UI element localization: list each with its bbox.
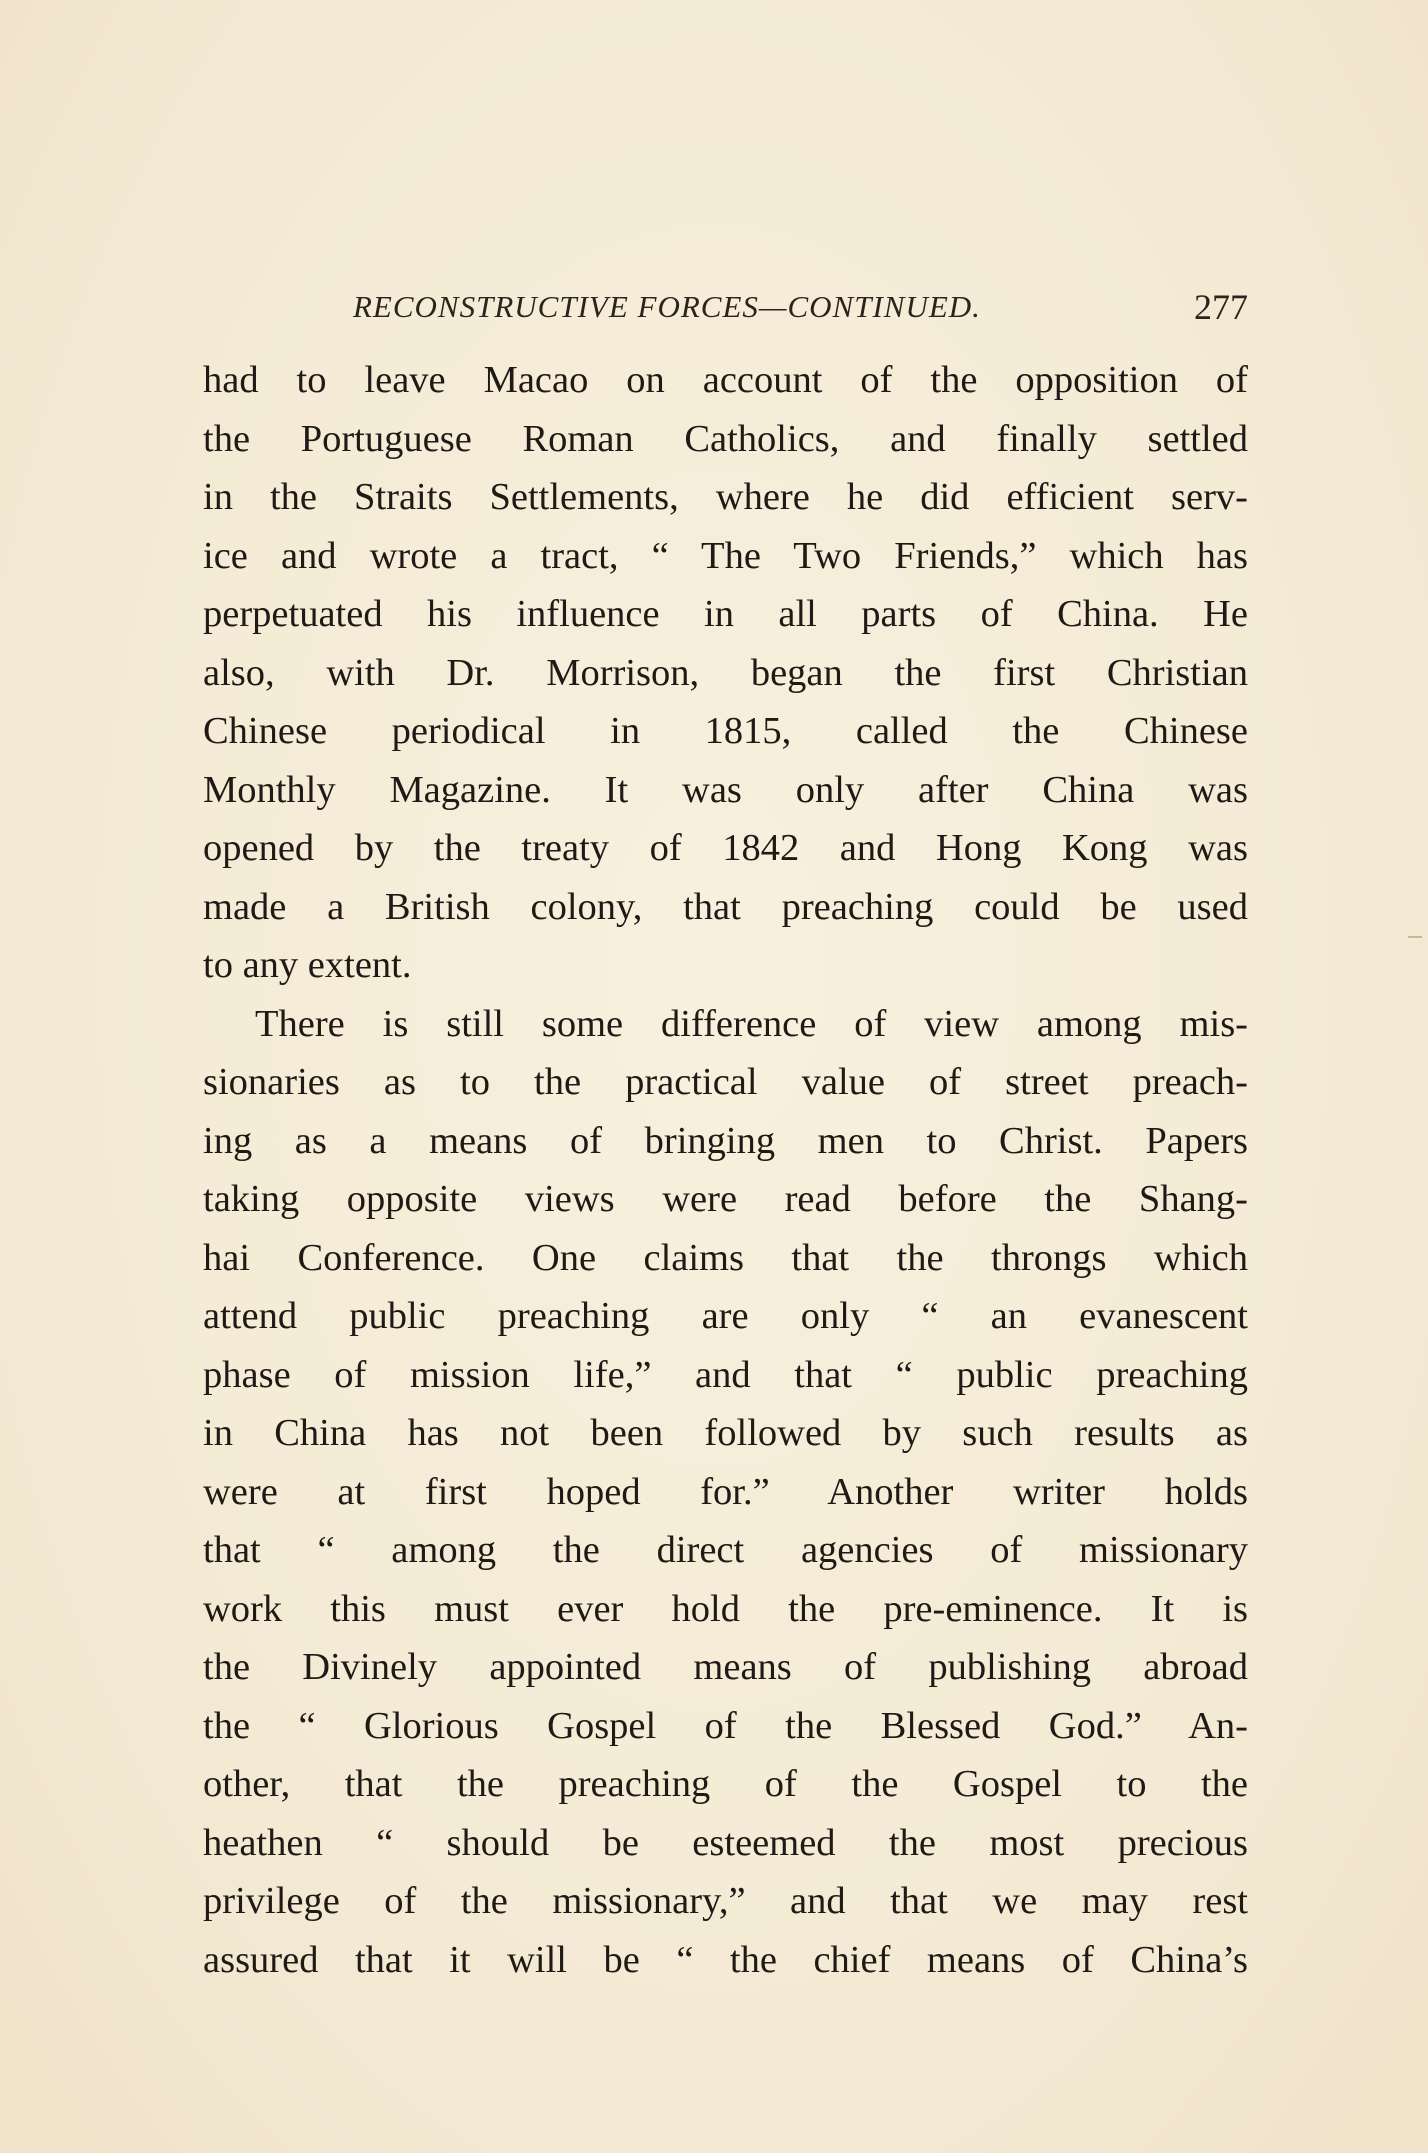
text-line: attend public preaching are only “ an evanescent xyxy=(203,1295,1248,1337)
text-line: There is still some difference of view among mis- xyxy=(255,1002,1248,1045)
text-line: in the Straits Settlements, where he did efficient serv- xyxy=(203,476,1248,518)
text-line: phase of mission life,” and that “ public preaching xyxy=(203,1353,1248,1396)
text-line: also, with Dr. Morrison, began the first Christian xyxy=(203,651,1248,694)
text-line: privilege of the missionary,” and that we may rest xyxy=(203,1880,1248,1922)
text-line: ing as a means of bringing men to Christ. Papers xyxy=(203,1119,1248,1162)
text-line: work this must ever hold the pre-eminence. It is xyxy=(203,1587,1248,1630)
body-text xyxy=(203,351,1248,1989)
text-line: perpetuated his influence in all parts of China. He xyxy=(203,593,1248,635)
text-line: heathen “ should be esteemed the most precious xyxy=(203,1821,1248,1864)
text-line: that “ among the direct agencies of missionary xyxy=(203,1529,1248,1571)
running-head: RECONSTRUCTIVE FORCES—CONTINUED. xyxy=(353,289,981,324)
text-line: had to leave Macao on account of the opposition of xyxy=(203,359,1248,401)
text-line: Monthly Magazine. It was only after China was xyxy=(203,768,1248,811)
text-line: in China has not been followed by such results as xyxy=(203,1412,1248,1454)
text-line: made a British colony, that preaching could be used xyxy=(203,885,1248,928)
text-line: the “ Glorious Gospel of the Blessed God.” An- xyxy=(203,1704,1248,1747)
page-header xyxy=(203,282,1248,332)
text-line: Chinese periodical in 1815, called the Chinese xyxy=(203,710,1248,752)
text-line: sionaries as to the practical value of street preach- xyxy=(203,1061,1248,1103)
text-line: taking opposite views were read before the Shang- xyxy=(203,1178,1248,1220)
text-line: were at first hoped for.” Another writer holds xyxy=(203,1470,1248,1513)
text-line: other, that the preaching of the Gospel to the xyxy=(203,1763,1248,1805)
text-line: to any extent. xyxy=(203,944,412,986)
text-line: the Divinely appointed means of publishing abroad xyxy=(203,1646,1248,1688)
text-line: ice and wrote a tract, “ The Two Friends,” which has xyxy=(203,534,1248,577)
paper-speck xyxy=(1408,936,1422,938)
text-line: assured that it will be “ the chief means of China’s xyxy=(203,1938,1248,1981)
page-number: 277 xyxy=(1194,287,1248,327)
text-line: hai Conference. One claims that the throngs which xyxy=(203,1236,1248,1279)
text-line: opened by the treaty of 1842 and Hong Kong was xyxy=(203,827,1248,869)
text-line: the Portuguese Roman Catholics, and finally settled xyxy=(203,417,1248,460)
